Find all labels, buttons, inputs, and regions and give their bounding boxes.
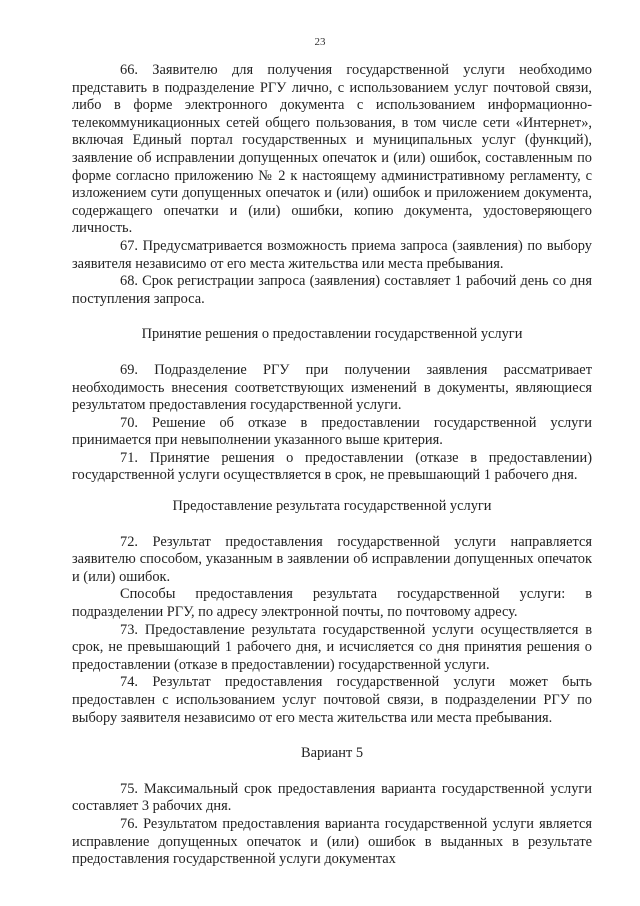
paragraph-72: 72. Результат предоставления государственной услуги направляется заявителю способом, указанным в заявлении об исправлении допущенных опечаток и (или) ошибок. xyxy=(72,533,592,585)
page-number: 23 xyxy=(314,36,326,48)
paragraph-67: 67. Предусматривается возможность приема запроса (заявления) по выбору заявителя независимо от его места жительства или места пребывания. xyxy=(72,237,592,272)
paragraph-76: 76. Результатом предоставления варианта государственной услуги является исправление допущенных опечаток и (или) ошибок в выданных в результате предоставления государственной услуги документах xyxy=(72,815,592,868)
paragraph-66: 66. Заявителю для получения государственной услуги необходимо представить в подразделение РГУ лично, с использованием услуг почтовой связи, либо в форме электронного документа с использованием информационно-телекоммуникационных сетей общего пользования, в том числе сети «Интернет», включая Единый портал государственных и муниципальных услуг (функций), заявление об исправлении допущенных опечаток и (или) ошибок, составленным по форме согласно приложению № 2 к настоящему административному регламенту, с изложением сути допущенных опечаток и (или) ошибок и приложением документа, содержащего опечатки и (или) ошибки, копию документа, удостоверяющего личность. xyxy=(72,62,592,237)
paragraph-73: 73. Предоставление результата государственной услуги осуществляется в срок, не превышающий 1 рабочего дня, и исчисляется со дня принятия решения о предоставлении (отказе в предоставлении) государственной услуги. xyxy=(72,621,592,673)
paragraph-75: 75. Максимальный срок предоставления варианта государственной услуги составляет 3 рабочих дня. xyxy=(72,780,592,815)
heading-variant-5: Вариант 5 xyxy=(300,745,364,762)
heading-result: Предоставление результата государственной услуги xyxy=(172,498,492,515)
heading-decision: Принятие решения о предоставлении государственной услуги xyxy=(141,326,523,343)
paragraph-70: 70. Решение об отказе в предоставлении государственной услуги принимается при невыполнении указанного выше критерия. xyxy=(72,414,592,449)
paragraph-74: 74. Результат предоставления государственной услуги может быть предоставлен с использованием услуг почтовой связи, в подразделении РГУ по выбору заявителя независимо от его места жительства или места пребывания. xyxy=(72,674,592,726)
paragraph-71: 71. Принятие решения о предоставлении (отказе в предоставлении) государственной услуги осуществляется в срок, не превышающий 1 рабочего дня. xyxy=(72,449,592,484)
document-body xyxy=(72,62,592,869)
paragraph-69: 69. Подразделение РГУ при получении заявления рассматривает необходимость внесения соответствующих изменений в документы, являющиеся результатом предоставления государственной услуги. xyxy=(72,361,592,414)
paragraph-68: 68. Срок регистрации запроса (заявления) составляет 1 рабочий день со дня поступления запроса. xyxy=(72,273,592,307)
paragraph-72-methods: Способы предоставления результата государственной услуги: в подразделении РГУ, по адресу электронной почты, по почтовому адресу. xyxy=(72,586,592,621)
